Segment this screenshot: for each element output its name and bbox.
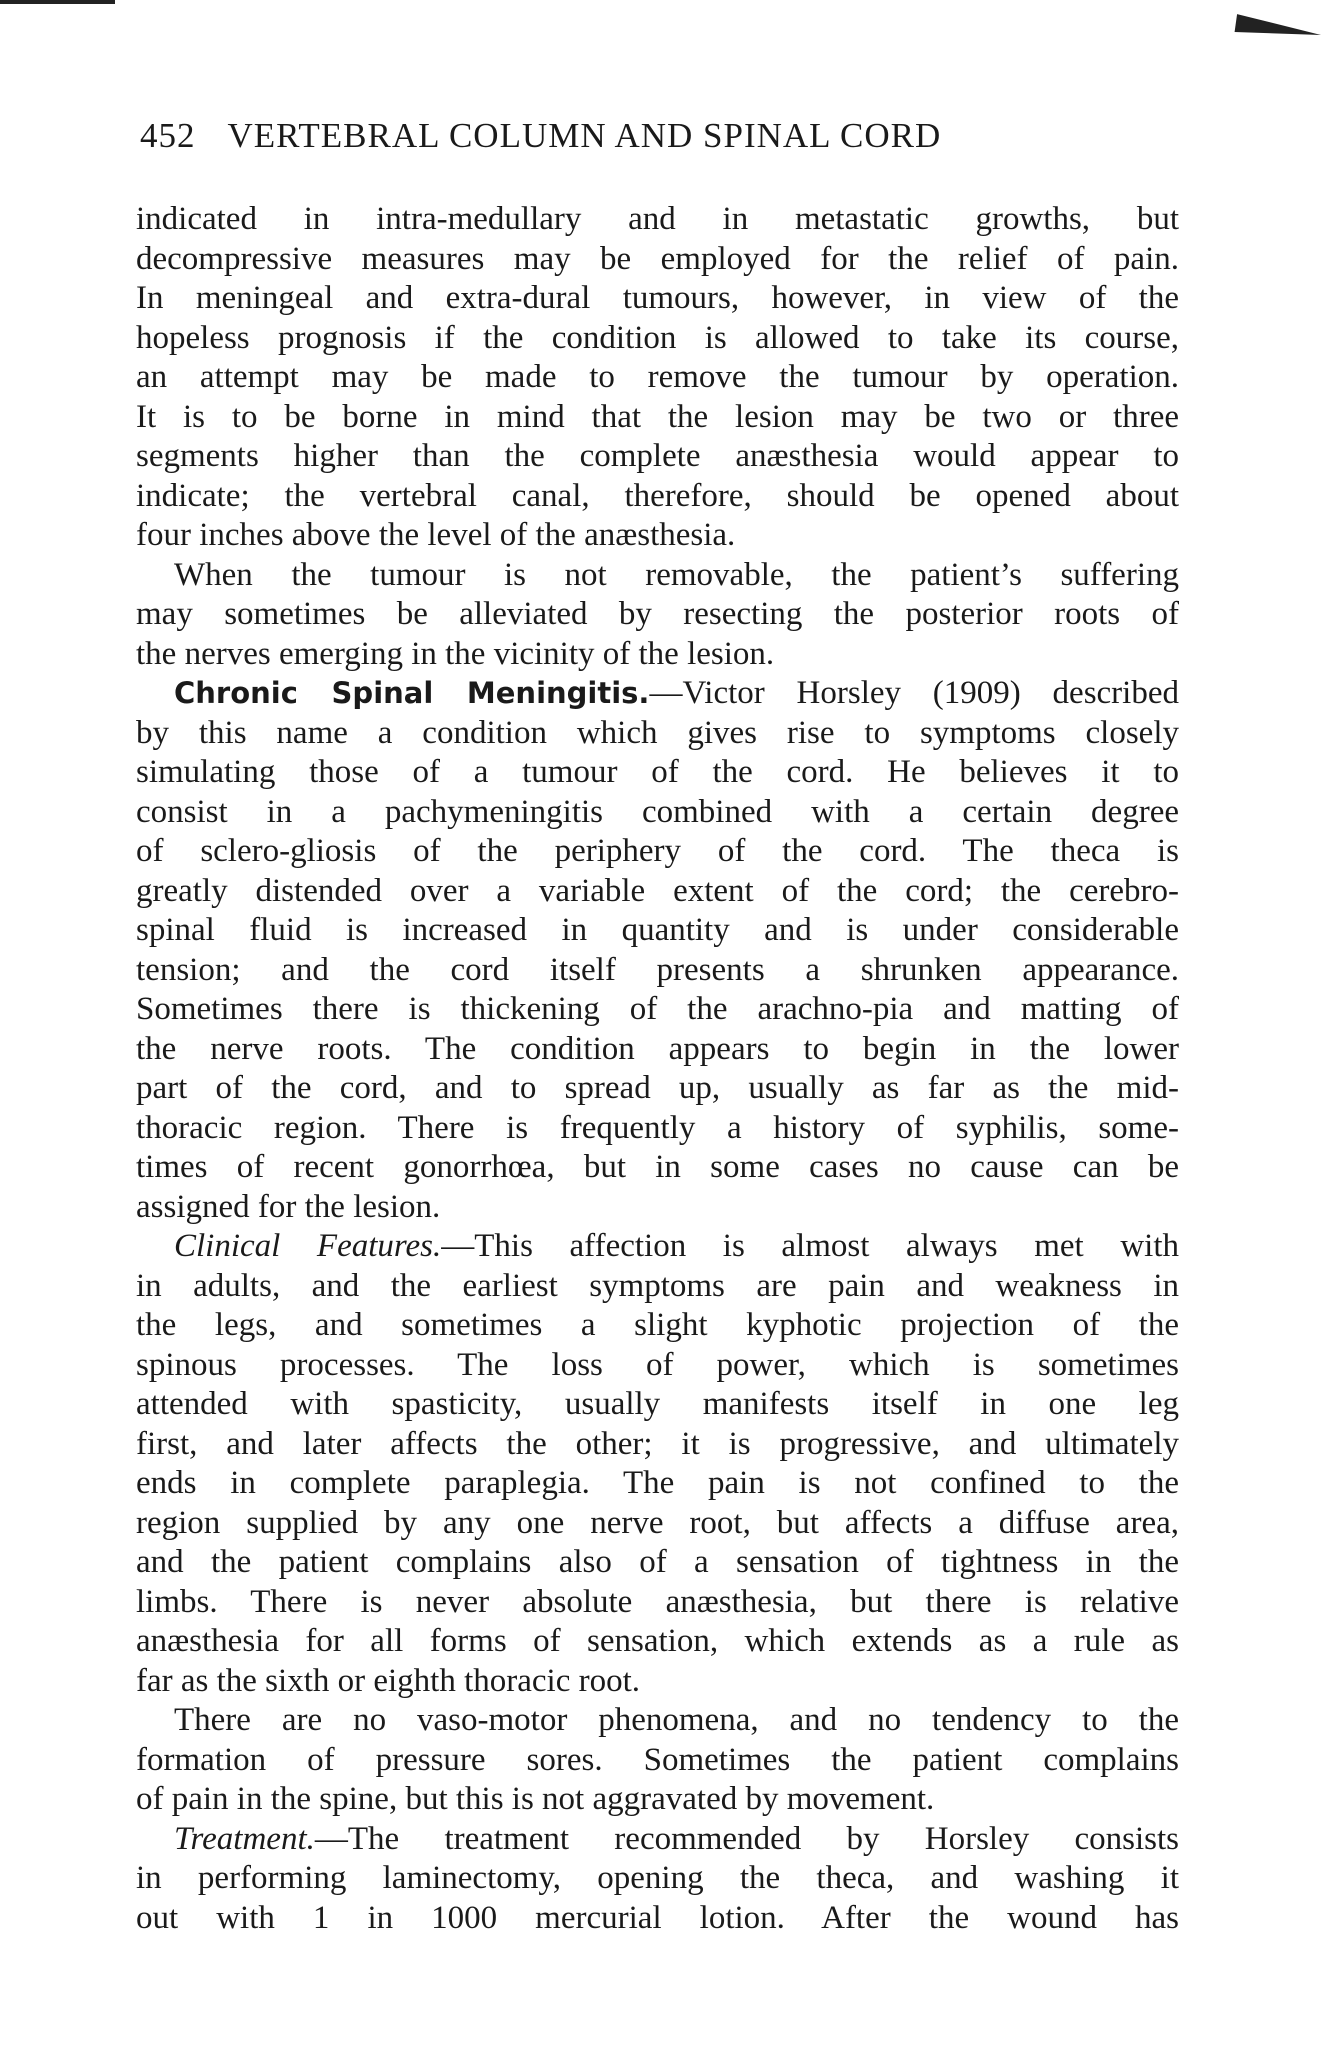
text-segment: thoracic region. There is frequently a history of syphilis, some- <box>136 1109 1179 1146</box>
text-line <box>136 1780 1179 1820</box>
text-line <box>136 1504 1179 1544</box>
text-line <box>136 1741 1179 1781</box>
text-line <box>136 990 1179 1030</box>
text-segment: greatly distended over a variable extent of the cord; the cerebro- <box>136 872 1179 909</box>
text-segment: attended with spasticity, usually manifests itself in one leg <box>136 1386 1179 1422</box>
text-segment: and the patient complains also of a sensation of tightness in the <box>136 1544 1179 1580</box>
text-segment: simulating those of a tumour of the cord. He believes it to <box>136 754 1179 790</box>
text-line <box>136 832 1179 872</box>
text-line <box>136 1306 1179 1346</box>
text-line <box>136 1227 1179 1267</box>
text-line <box>136 753 1179 793</box>
text-line <box>136 635 1179 675</box>
text-line <box>136 951 1179 991</box>
text-segment: limbs. There is never absolute anæsthesia, but there is relative <box>136 1583 1179 1620</box>
text-segment: part of the cord, and to spread up, usually as far as the mid- <box>136 1070 1179 1106</box>
text-segment: —Victor Horsley (1909) described <box>649 675 1179 711</box>
text-line <box>136 1346 1179 1386</box>
text-segment: the nerves emerging in the vicinity of the lesion. <box>136 635 775 672</box>
text-line <box>136 1109 1179 1149</box>
text-line <box>136 398 1179 438</box>
text-line <box>136 200 1179 240</box>
running-title: VERTEBRAL COLUMN AND SPINAL CORD <box>227 116 942 155</box>
text-segment: —This affection is almost always met with <box>441 1228 1179 1264</box>
text-line <box>136 1148 1179 1188</box>
text-segment: indicate; the vertebral canal, therefore, should be opened about <box>136 477 1179 514</box>
text-segment: tension; and the cord itself presents a shrunken appearance. <box>136 951 1179 988</box>
text-segment: spinous processes. The loss of power, which is sometimes <box>136 1346 1179 1383</box>
text-line <box>136 911 1179 951</box>
text-line <box>136 319 1179 359</box>
text-segment: formation of pressure sores. Sometimes the patient complains <box>136 1741 1179 1778</box>
text-segment: of sclero-gliosis of the periphery of the cord. The theca is <box>136 833 1179 869</box>
text-segment: ends in complete paraplegia. The pain is not confined to the <box>136 1465 1179 1501</box>
text-segment: In meningeal and extra-dural tumours, however, in view of the <box>136 280 1179 316</box>
text-segment: first, and later affects the other; it is progressive, and ultimately <box>136 1425 1179 1462</box>
text-segment: segments higher than the complete anæsthesia would appear to <box>136 438 1179 474</box>
text-line <box>136 240 1179 280</box>
text-segment: assigned for the lesion. <box>136 1188 441 1225</box>
text-line <box>136 1464 1179 1504</box>
text-line <box>136 1069 1179 1109</box>
text-line <box>136 516 1179 556</box>
text-segment: far as the sixth or eighth thoracic root. <box>136 1662 641 1699</box>
text-segment: in performing laminectomy, opening the theca, and washing it <box>136 1860 1179 1896</box>
text-line <box>136 793 1179 833</box>
text-segment: out with 1 in 1000 mercurial lotion. After the wound has <box>136 1899 1179 1936</box>
text-segment: times of recent gonorrhœa, but in some cases no cause can be <box>136 1149 1179 1185</box>
text-line <box>136 556 1179 596</box>
text-segment: four inches above the level of the anæsthesia. <box>136 517 736 553</box>
text-segment: in adults, and the earliest symptoms are pain and weakness in <box>136 1267 1179 1304</box>
text-line <box>136 358 1179 398</box>
text-line <box>136 1425 1179 1465</box>
text-line <box>136 714 1179 754</box>
body-text <box>136 200 1179 1938</box>
text-line <box>136 1662 1179 1702</box>
text-segment: When the tumour is not removable, the patient’s suffering <box>174 556 1179 593</box>
section-heading: Chronic Spinal Meningitis. <box>174 676 650 710</box>
text-line <box>136 674 1179 714</box>
text-line <box>136 477 1179 517</box>
text-segment: There are no vaso-motor phenomena, and no tendency to the <box>174 1702 1179 1738</box>
text-line <box>136 1543 1179 1583</box>
text-segment: decompressive measures may be employed for the relief of pain. <box>136 240 1179 277</box>
text-line <box>136 1859 1179 1899</box>
text-line <box>136 1820 1179 1860</box>
text-line <box>136 1267 1179 1307</box>
text-segment: indicated in intra-medullary and in metastatic growths, but <box>136 201 1179 237</box>
text-segment: the nerve roots. The condition appears to begin in the lower <box>136 1030 1179 1067</box>
text-line <box>136 279 1179 319</box>
scan-edge-mark-right <box>1235 14 1323 44</box>
text-segment: It is to be borne in mind that the lesion may be two or three <box>136 398 1179 435</box>
text-segment: —The treatment recommended by Horsley consists <box>314 1820 1179 1857</box>
text-segment: the legs, and sometimes a slight kyphotic projection of the <box>136 1307 1179 1343</box>
text-line <box>136 1701 1179 1741</box>
subsection-heading: Treatment. <box>174 1820 315 1857</box>
text-line <box>136 1622 1179 1662</box>
scan-edge-mark-left <box>0 0 115 4</box>
text-segment: an attempt may be made to remove the tumour by operation. <box>136 359 1179 395</box>
text-segment: spinal fluid is increased in quantity and is under considerable <box>136 912 1179 948</box>
text-line <box>136 1030 1179 1070</box>
subsection-heading: Clinical Features. <box>174 1228 442 1264</box>
text-segment: hopeless prognosis if the condition is allowed to take its course, <box>136 319 1179 356</box>
text-segment: may sometimes be alleviated by resecting the posterior roots of <box>136 596 1179 632</box>
text-line <box>136 1899 1179 1939</box>
text-line <box>136 872 1179 912</box>
text-line <box>136 1188 1179 1228</box>
page-header <box>140 110 1180 162</box>
text-segment: consist in a pachymeningitis combined with a certain degree <box>136 793 1179 830</box>
text-segment: anæsthesia for all forms of sensation, which extends as a rule as <box>136 1623 1179 1659</box>
text-line <box>136 595 1179 635</box>
text-line <box>136 437 1179 477</box>
text-line <box>136 1583 1179 1623</box>
text-segment: of pain in the spine, but this is not aggravated by movement. <box>136 1781 935 1817</box>
text-segment: Sometimes there is thickening of the arachno-pia and matting of <box>136 991 1179 1027</box>
text-line <box>136 1385 1179 1425</box>
text-segment: by this name a condition which gives rise to symptoms closely <box>136 714 1179 751</box>
page-number: 452 <box>140 116 196 155</box>
text-segment: region supplied by any one nerve root, but affects a diffuse area, <box>136 1504 1179 1541</box>
